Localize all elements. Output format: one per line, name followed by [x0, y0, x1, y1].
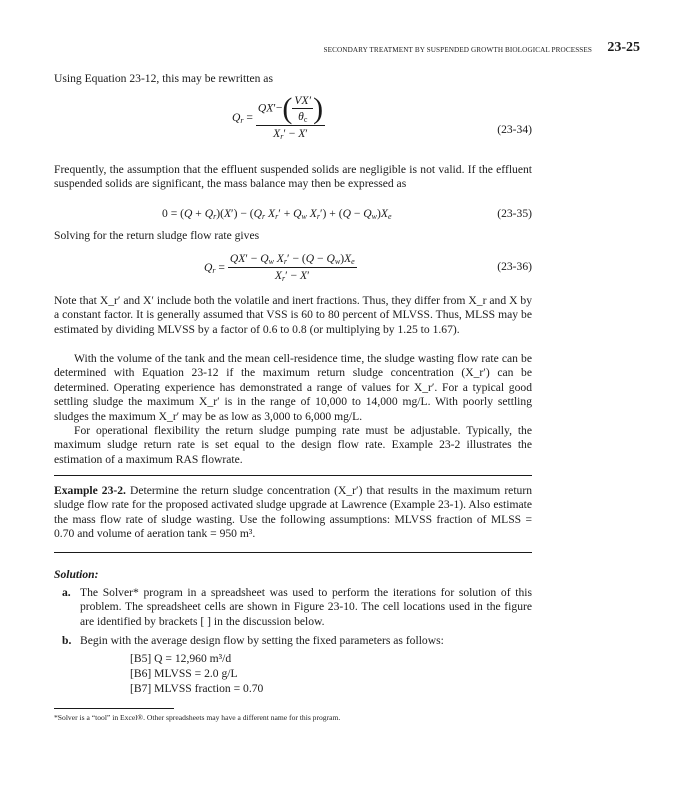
- footnote-rule: [54, 708, 174, 709]
- intro-paragraph: Using Equation 23-12, this may be rewritten as: [54, 72, 273, 85]
- equation-23-34: $Q_r$ = QX′−( $\frac{VX'}{\theta_c}$ ) $X_r' - X'$: [232, 92, 324, 141]
- footnote: *Solver is a “tool” in Excel®. Other spreadsheets may have a different name for this program.: [54, 713, 341, 722]
- example-top-rule: [54, 475, 532, 476]
- param-b6: [B6] MLVSS = 2.0 g/L: [130, 667, 238, 680]
- equation-23-36: $Q_r$ = $\frac{QX' - Q_w X_r' - (Q - Q_w)X_e}{X_r' - X'}$: [204, 252, 355, 283]
- example-bottom-rule: [54, 552, 532, 553]
- equation-number-23-36: (23-36): [497, 260, 532, 273]
- step-b-text: Begin with the average design flow by setting the fixed parameters as follows:: [80, 634, 444, 647]
- step-a-label: a.: [62, 586, 71, 599]
- step-b-label: b.: [62, 634, 72, 647]
- effluent-paragraph: Frequently, the assumption that the effluent suspended solids are negligible is not valid. If the effluent suspended solids are significant, the mass balance may then be expressed as: [54, 163, 532, 191]
- example-23-2: [54, 484, 532, 542]
- param-b5: [B5] Q = 12,960 m³/d: [130, 652, 232, 665]
- equation-number-23-34: (23-34): [497, 123, 532, 136]
- example-label: Example 23-2.: [54, 484, 126, 497]
- solving-paragraph: Solving for the return sludge flow rate gives: [54, 229, 260, 242]
- running-head: SECONDARY TREATMENT BY SUSPENDED GROWTH BIOLOGICAL PROCESSES: [323, 46, 592, 54]
- flexibility-paragraph: For operational flexibility the return sludge pumping rate must be adjustable. Typically, the maximum sludge return rate is set equal to the design flow rate. Example 23-2 illustrates the estimation of a maximum RAS flowrate.: [54, 424, 532, 466]
- example-text: Determine the return sludge concentration (X_r′) that results in the maximum return sludge flow rate for the proposed activated sludge upgrade at Lawrence (Example 23-1). Also estimate the mass flow rate of sludge wasting. Use the following assumptions: MLVSS fraction of MLSS = 0.70 and volume of aeration tank = 950 m³.: [54, 484, 533, 541]
- solution-label: Solution:: [54, 568, 99, 581]
- page-number: 23-25: [607, 40, 640, 55]
- step-b: [62, 634, 532, 648]
- equation-number-23-35: (23-35): [497, 207, 532, 220]
- note-paragraph: Note that X_r′ and X′ include both the volatile and inert fractions. Thus, they differ from X_r and X by a constant factor. It is generally assumed that VSS is 60 to 80 percent of MLVSS. Thus, MLSS may be estimated by dividing MLVSS by a factor of 0.6 to 0.8 (or multiplying by 1.25 to 1.67).: [54, 294, 532, 336]
- step-a: [62, 586, 532, 629]
- step-a-text: The Solver* program in a spreadsheet was used to perform the iterations for solution of this problem. The spreadsheet cells are shown in Figure 23-10. The cell locations used in the figure are identified by brackets [ ] in the discussion below.: [80, 586, 532, 628]
- volume-paragraph: With the volume of the tank and the mean cell-residence time, the sludge wasting flow rate can be determined with Equation 23-12 if the maximum return sludge concentration (X_r′) can be determined. Operating experience has demonstrated a range of values for X_r′. For a typical good settling sludge the maximum X_r′ is in the range of 10,000 to 14,000 mg/L. With poorly settling sludges the maximum X_r′ may be as low as 3,000 to 6,000 mg/L.: [54, 352, 532, 423]
- equation-23-35: $0 = (Q + Q_r)(X') - (Q_r$ $X_r' + Q_w$ $X_r') + (Q - Q_w)X_e$: [162, 207, 392, 221]
- param-b7: [B7] MLVSS fraction = 0.70: [130, 682, 264, 695]
- page-header: [320, 40, 640, 60]
